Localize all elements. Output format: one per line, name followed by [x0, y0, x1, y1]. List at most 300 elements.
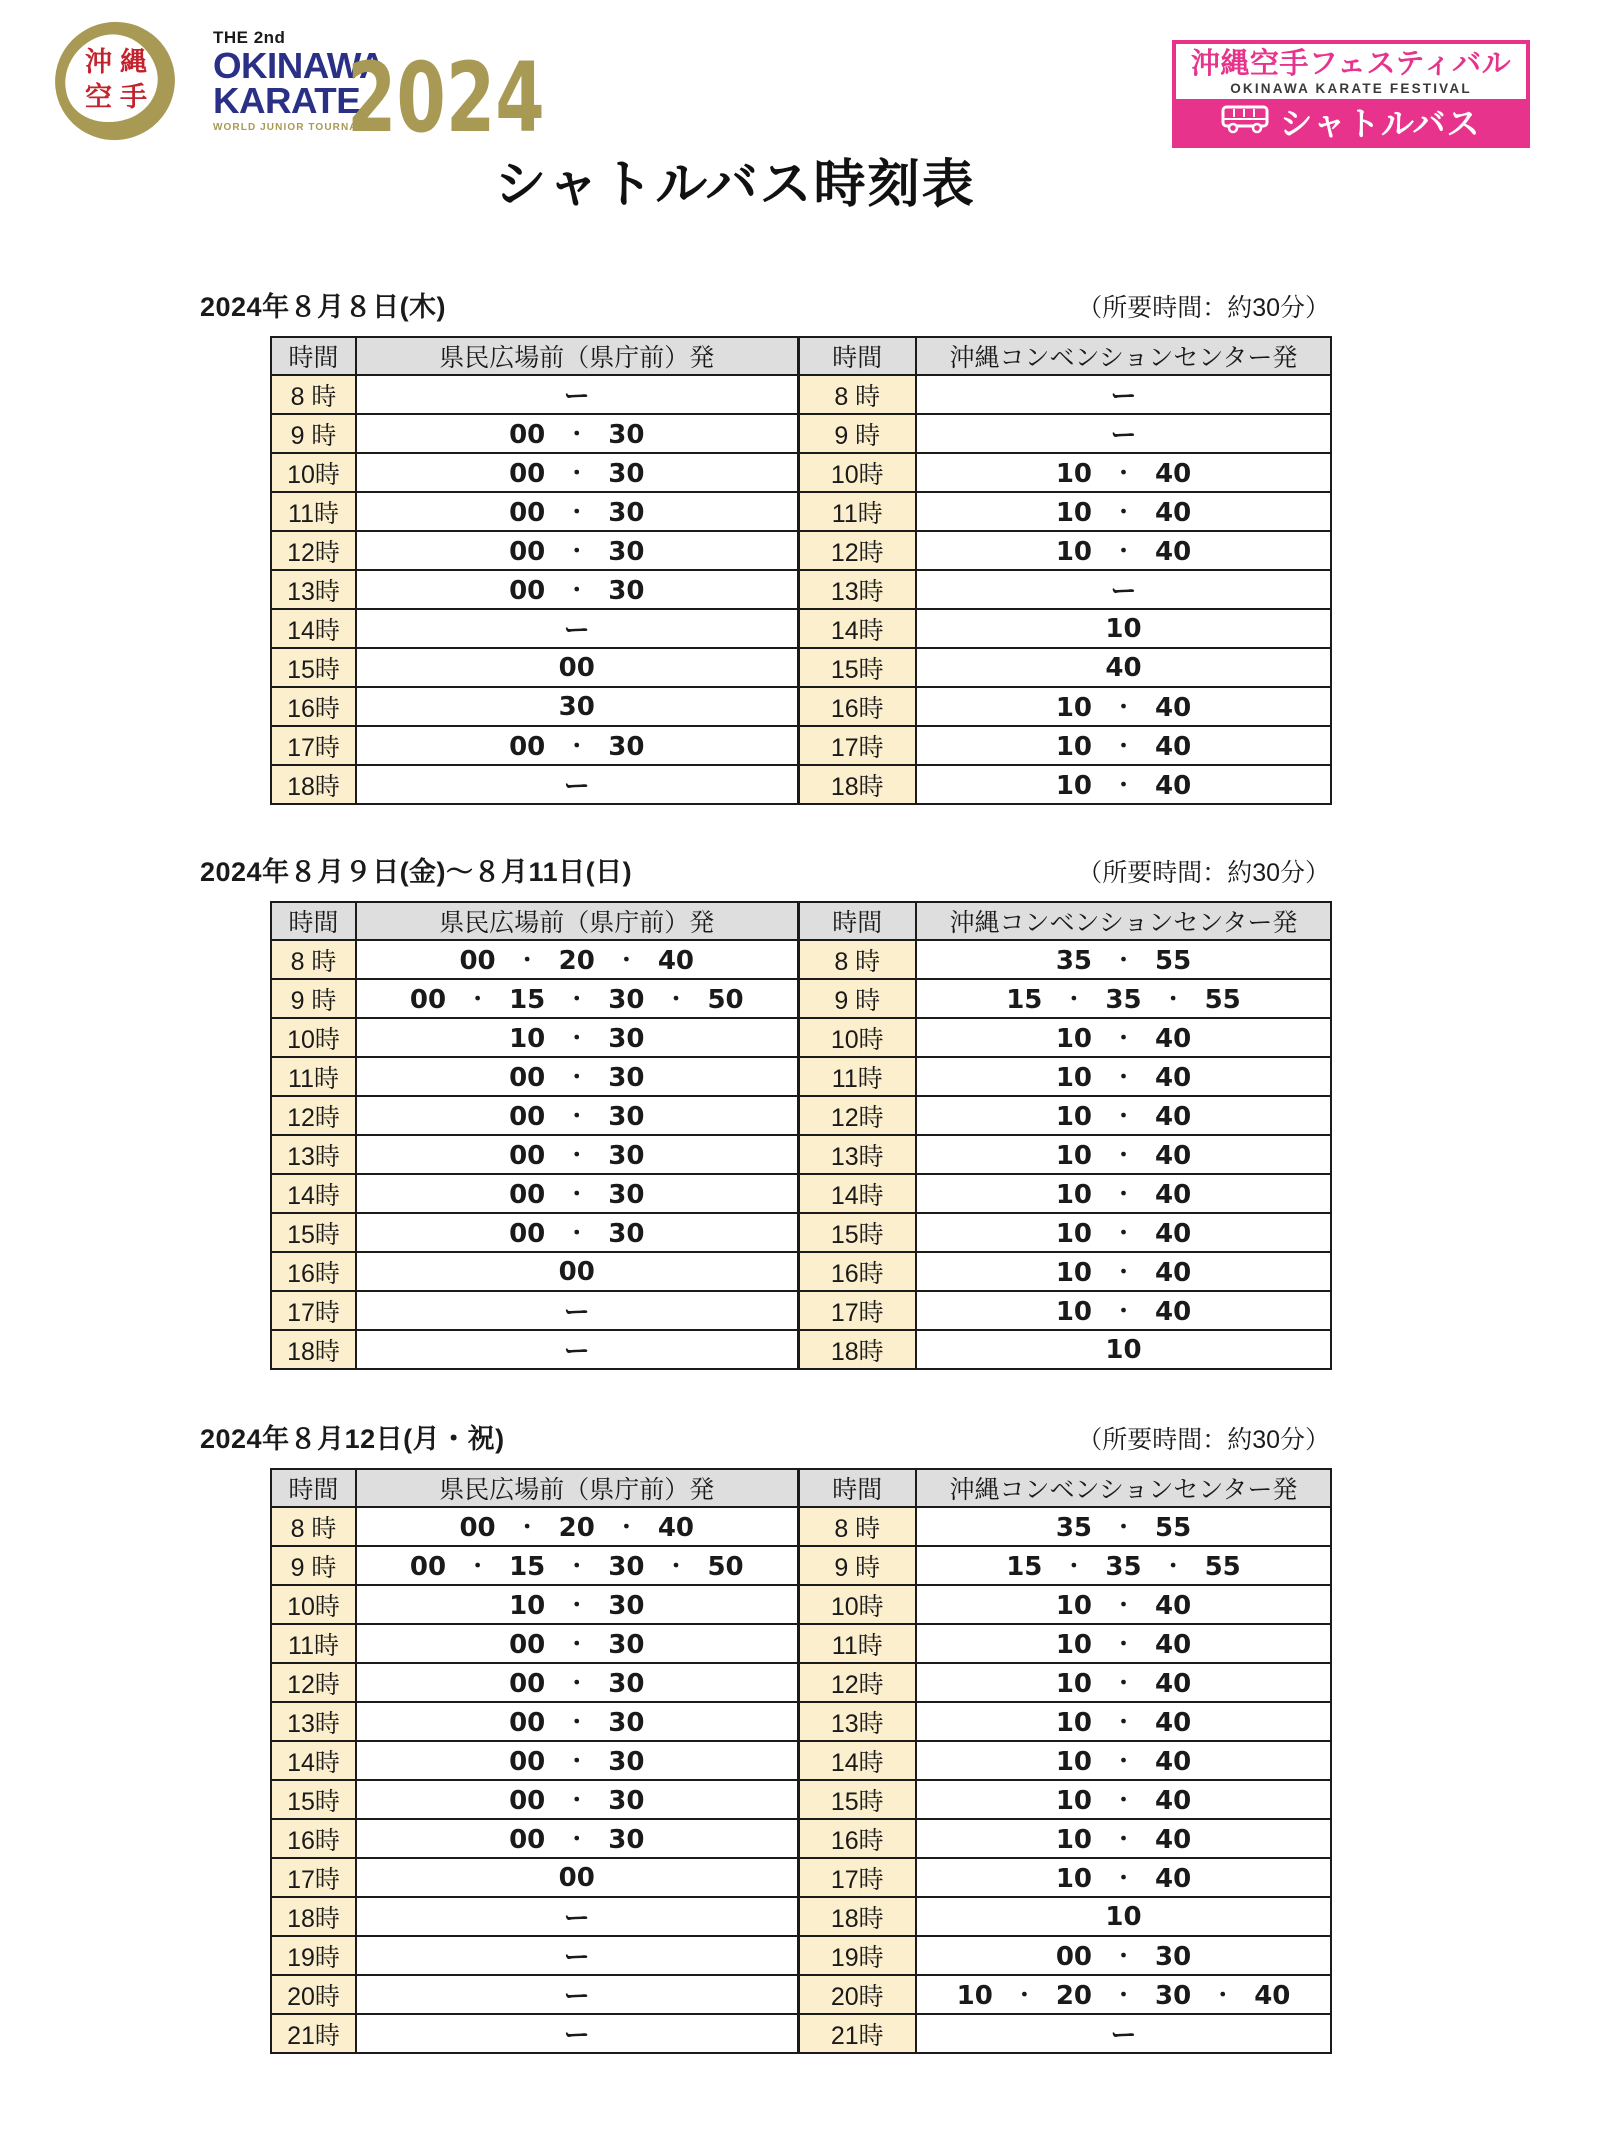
separator-dot: ・	[1113, 1182, 1134, 1206]
hour-cell: 12時	[798, 531, 916, 570]
separator-dot: ・	[566, 1104, 588, 1128]
no-service-dash: ー	[563, 381, 590, 411]
minute-value: 10	[1055, 1590, 1092, 1621]
separator-dot: ・	[1113, 1221, 1134, 1245]
timetable-aug9-11	[270, 901, 1332, 1370]
minute-value: 10	[1055, 770, 1092, 801]
title-row	[0, 142, 1600, 217]
hour-cell: 13時	[271, 1135, 356, 1174]
hour-cell: 9 時	[271, 414, 356, 453]
minute-value: 10	[1055, 1257, 1092, 1288]
separator-dot: ・	[1113, 1671, 1134, 1695]
hour-cell: 14時	[798, 1741, 916, 1780]
hour-cell: 9 時	[271, 979, 356, 1018]
timetable-body	[271, 1507, 1331, 2053]
hour-cell: 10時	[271, 1018, 356, 1057]
minute-value: 30	[1155, 1980, 1192, 2011]
hour-cell: 20時	[798, 1975, 916, 2014]
minute-value: 00	[509, 1179, 546, 1210]
departure-times-cell	[356, 1057, 798, 1096]
separator-dot: ・	[1113, 1104, 1134, 1128]
minute-value: 40	[1155, 1746, 1192, 1777]
departure-times-cell	[356, 609, 798, 648]
separator-dot: ・	[1113, 1593, 1134, 1617]
minute-value: 00	[509, 1629, 546, 1660]
departure-times-cell	[916, 726, 1331, 765]
minute-value: 30	[608, 1218, 645, 1249]
hour-cell: 8 時	[271, 1507, 356, 1546]
separator-dot: ・	[665, 987, 687, 1011]
separator-dot: ・	[1113, 773, 1134, 797]
departure-times-cell	[916, 453, 1331, 492]
timetable-row	[271, 1858, 1331, 1897]
minute-value: 00	[509, 575, 546, 606]
col-header-convention-center-dep: 沖縄コンベンションセンター発	[916, 902, 1331, 940]
minute-value: 30	[608, 1101, 645, 1132]
departure-times-cell	[356, 979, 798, 1018]
timetable-aug8	[270, 336, 1332, 805]
minute-value: 40	[1155, 1668, 1192, 1699]
departure-times-cell	[356, 1624, 798, 1663]
separator-dot: ・	[566, 1026, 588, 1050]
separator-dot: ・	[566, 1671, 588, 1695]
timetable-row	[271, 609, 1331, 648]
timetable-row	[271, 1663, 1331, 1702]
departure-times-cell	[916, 414, 1331, 453]
departure-times-cell	[356, 1252, 798, 1291]
col-header-kenmin-hiroba-dep: 県民広場前（県庁前）発	[356, 1469, 798, 1507]
hour-cell: 12時	[798, 1096, 916, 1135]
separator-dot: ・	[1113, 695, 1134, 719]
timetable-header	[271, 902, 1331, 940]
departure-times-cell	[916, 1663, 1331, 1702]
no-service-dash: ー	[1110, 2020, 1137, 2050]
departure-times-cell	[916, 979, 1331, 1018]
timetable-row	[271, 1780, 1331, 1819]
separator-dot: ・	[566, 1788, 588, 1812]
departure-times-cell	[916, 375, 1331, 414]
timetable-row	[271, 492, 1331, 531]
minute-value: 30	[608, 497, 645, 528]
separator-dot: ・	[615, 948, 637, 972]
departure-times-cell	[356, 726, 798, 765]
minute-value: 40	[1155, 458, 1192, 489]
timetable-row	[271, 687, 1331, 726]
minute-value: 40	[1155, 1629, 1192, 1660]
minute-value: 55	[1204, 984, 1241, 1015]
minute-value: 40	[1155, 1218, 1192, 1249]
minute-value: 00	[509, 731, 546, 762]
minute-value: 40	[1155, 1590, 1192, 1621]
departure-times-cell	[356, 1936, 798, 1975]
col-header-convention-center-dep: 沖縄コンベンションセンター発	[916, 1469, 1331, 1507]
page-title: シャトルバス時刻表	[494, 156, 976, 214]
separator-dot: ・	[516, 1515, 538, 1539]
departure-times-cell	[916, 2014, 1331, 2053]
minute-value: 55	[1155, 945, 1192, 976]
hour-cell: 8 時	[798, 940, 916, 979]
minute-value: 10	[1055, 1296, 1092, 1327]
minute-value: 30	[608, 1179, 645, 1210]
hour-cell: 13時	[798, 1135, 916, 1174]
separator-dot: ・	[1113, 948, 1134, 972]
bus-icon	[1221, 104, 1269, 139]
separator-dot: ・	[566, 539, 588, 563]
departure-times-cell	[916, 1507, 1331, 1546]
departure-times-cell	[916, 1585, 1331, 1624]
departure-times-cell	[356, 1663, 798, 1702]
section-caption	[200, 855, 1330, 889]
departure-times-cell	[356, 453, 798, 492]
no-service-dash: ー	[563, 1942, 590, 1972]
minute-value: 15	[1006, 984, 1043, 1015]
no-service-dash: ー	[1110, 420, 1137, 450]
departure-times-cell	[356, 570, 798, 609]
departure-times-cell	[356, 940, 798, 979]
minute-value: 10	[956, 1980, 993, 2011]
timetable-header-row	[271, 902, 1331, 940]
okinawa-karate-kanji	[81, 46, 151, 116]
hour-cell: 13時	[798, 570, 916, 609]
departure-times-cell	[916, 492, 1331, 531]
minute-value: 30	[608, 1551, 645, 1582]
timetable-row	[271, 531, 1331, 570]
minute-value: 00	[509, 1707, 546, 1738]
minute-value: 00	[509, 1746, 546, 1777]
timetable-row	[271, 1702, 1331, 1741]
separator-dot: ・	[566, 1710, 588, 1734]
minute-value: 40	[1155, 731, 1192, 762]
hour-cell: 16時	[271, 1252, 356, 1291]
departure-times-cell	[356, 1213, 798, 1252]
minute-value: 00	[509, 419, 546, 450]
minute-value: 15	[1006, 1551, 1043, 1582]
departure-times-cell	[356, 1174, 798, 1213]
departure-times-cell	[356, 1819, 798, 1858]
minute-value: 00	[509, 1062, 546, 1093]
minute-value: 30	[608, 1023, 645, 1054]
minute-value: 20	[1055, 1980, 1092, 2011]
separator-dot: ・	[1113, 734, 1134, 758]
hour-cell: 15時	[798, 1213, 916, 1252]
minute-value: 00	[509, 1101, 546, 1132]
no-service-dash: ー	[563, 615, 590, 645]
timetable-row	[271, 1135, 1331, 1174]
departure-times-cell	[356, 1780, 798, 1819]
separator-dot: ・	[1113, 500, 1134, 524]
hour-cell: 17時	[798, 726, 916, 765]
separator-dot: ・	[1063, 1554, 1085, 1578]
separator-dot: ・	[566, 1182, 588, 1206]
timetable-row	[271, 1291, 1331, 1330]
festival-title-en: OKINAWA KARATE FESTIVAL	[1230, 81, 1472, 97]
col-header-time: 時間	[798, 337, 916, 375]
hour-cell: 19時	[271, 1936, 356, 1975]
minute-value: 00	[558, 1256, 595, 1287]
minute-value: 30	[608, 1785, 645, 1816]
kanji-char: 空	[85, 82, 112, 112]
minute-value: 30	[1155, 1941, 1192, 1972]
hour-cell: 11時	[798, 1057, 916, 1096]
minute-value: 10	[1055, 1062, 1092, 1093]
separator-dot: ・	[566, 1221, 588, 1245]
minute-value: 00	[459, 1512, 496, 1543]
hour-cell: 18時	[271, 1330, 356, 1369]
minute-value: 35	[1055, 1512, 1092, 1543]
hour-cell: 18時	[798, 1330, 916, 1369]
separator-dot: ・	[566, 1554, 588, 1578]
timetable-header-row	[271, 1469, 1331, 1507]
hour-cell: 20時	[271, 1975, 356, 2014]
departure-times-cell	[356, 414, 798, 453]
minute-value: 10	[1055, 1629, 1092, 1660]
departure-times-cell	[916, 1546, 1331, 1585]
minute-value: 00	[409, 984, 447, 1015]
minute-value: 40	[1155, 497, 1192, 528]
minute-value: 10	[1055, 1668, 1092, 1699]
separator-dot: ・	[1113, 1944, 1134, 1968]
kanji-char: 沖	[85, 47, 112, 77]
minute-value: 00	[409, 1551, 447, 1582]
separator-dot: ・	[665, 1554, 687, 1578]
minute-value: 30	[608, 419, 645, 450]
minute-value: 30	[608, 984, 645, 1015]
hour-cell: 14時	[798, 609, 916, 648]
departure-times-cell	[916, 648, 1331, 687]
minute-value: 10	[1105, 1334, 1142, 1365]
hour-cell: 11時	[271, 1057, 356, 1096]
separator-dot: ・	[1113, 1143, 1134, 1167]
separator-dot: ・	[566, 1827, 588, 1851]
departure-times-cell	[916, 570, 1331, 609]
separator-dot: ・	[1063, 987, 1085, 1011]
timetable-aug12	[270, 1468, 1332, 2054]
timetable-row	[271, 1330, 1331, 1369]
minute-value: 35	[1105, 1551, 1142, 1582]
col-header-time: 時間	[271, 1469, 356, 1507]
departure-times-cell	[916, 1819, 1331, 1858]
col-header-kenmin-hiroba-dep: 県民広場前（県庁前）発	[356, 902, 798, 940]
section-caption	[200, 290, 1330, 324]
separator-dot: ・	[1212, 1983, 1234, 2007]
separator-dot: ・	[1113, 1749, 1134, 1773]
separator-dot: ・	[1113, 1866, 1134, 1890]
departure-times-cell	[916, 1741, 1331, 1780]
hour-cell: 15時	[271, 1780, 356, 1819]
minute-value: 40	[1155, 1140, 1192, 1171]
timetable-row	[271, 648, 1331, 687]
minute-value: 30	[608, 1062, 645, 1093]
minute-value: 30	[608, 1590, 645, 1621]
departure-times-cell	[916, 1213, 1331, 1252]
hour-cell: 10時	[798, 453, 916, 492]
minute-value: 10	[1055, 692, 1092, 723]
no-service-dash: ー	[563, 1981, 590, 2011]
minute-value: 30	[558, 691, 595, 722]
minute-value: 40	[1155, 1062, 1192, 1093]
minute-value: 10	[1055, 1101, 1092, 1132]
duration-note: （所要時間：約30分）	[1077, 1426, 1330, 1454]
departure-times-cell	[916, 1252, 1331, 1291]
section-caption	[200, 1422, 1330, 1456]
minute-value: 10	[1055, 458, 1092, 489]
hour-cell: 18時	[271, 765, 356, 804]
minute-value: 10	[1055, 1179, 1092, 1210]
hour-cell: 10時	[798, 1585, 916, 1624]
minute-value: 40	[1155, 1101, 1192, 1132]
festival-title-jp: 沖縄空手フェスティバル	[1190, 48, 1512, 80]
minute-value: 55	[1155, 1512, 1192, 1543]
hour-cell: 13時	[271, 1702, 356, 1741]
duration-note: （所要時間：約30分）	[1077, 294, 1330, 322]
separator-dot: ・	[1013, 1983, 1035, 2007]
minute-value: 15	[509, 984, 546, 1015]
separator-dot: ・	[1113, 1788, 1134, 1812]
hour-cell: 21時	[271, 2014, 356, 2053]
minute-value: 10	[1105, 613, 1142, 644]
hour-cell: 11時	[798, 1624, 916, 1663]
departure-times-cell	[356, 492, 798, 531]
minute-value: 30	[608, 536, 645, 567]
minute-value: 00	[1055, 1941, 1092, 1972]
date-caption: 2024年８月12日(月・祝)	[200, 1424, 505, 1454]
minute-value: 00	[509, 497, 546, 528]
separator-dot: ・	[566, 461, 588, 485]
timetable-row	[271, 726, 1331, 765]
timetable-header	[271, 1469, 1331, 1507]
separator-dot: ・	[1113, 1515, 1134, 1539]
departure-times-cell	[356, 375, 798, 414]
minute-value: 00	[558, 652, 595, 683]
minute-value: 40	[657, 945, 695, 976]
hour-cell: 10時	[798, 1018, 916, 1057]
separator-dot: ・	[1113, 1827, 1134, 1851]
minute-value: 40	[1155, 1785, 1192, 1816]
minute-value: 30	[608, 1668, 645, 1699]
hour-cell: 10時	[271, 453, 356, 492]
minute-value: 40	[1105, 652, 1142, 683]
hour-cell: 21時	[798, 2014, 916, 2053]
hour-cell: 17時	[271, 1858, 356, 1897]
hour-cell: 17時	[798, 1858, 916, 1897]
col-header-time: 時間	[271, 337, 356, 375]
hour-cell: 15時	[798, 1780, 916, 1819]
minute-value: 40	[1155, 1179, 1192, 1210]
hour-cell: 14時	[271, 1741, 356, 1780]
departure-times-cell	[356, 1291, 798, 1330]
separator-dot: ・	[566, 500, 588, 524]
hour-cell: 10時	[271, 1585, 356, 1624]
departure-times-cell	[916, 1057, 1331, 1096]
separator-dot: ・	[566, 1143, 588, 1167]
departure-times-cell	[916, 1291, 1331, 1330]
page-header	[0, 0, 1600, 218]
hour-cell: 13時	[798, 1702, 916, 1741]
timetable-row	[271, 1018, 1331, 1057]
minute-value: 30	[608, 1629, 645, 1660]
departure-times-cell	[356, 1330, 798, 1369]
timetable-row	[271, 453, 1331, 492]
hour-cell: 17時	[271, 1291, 356, 1330]
logo-edition-label: THE 2nd	[213, 28, 286, 47]
separator-dot: ・	[615, 1515, 637, 1539]
separator-dot: ・	[566, 578, 588, 602]
no-service-dash: ー	[563, 771, 590, 801]
hour-cell: 15時	[798, 648, 916, 687]
minute-value: 10	[1055, 1746, 1092, 1777]
departure-times-cell	[356, 687, 798, 726]
timetable-row	[271, 375, 1331, 414]
hour-cell: 17時	[271, 726, 356, 765]
timetable-row	[271, 1174, 1331, 1213]
hour-cell: 11時	[798, 492, 916, 531]
minute-value: 00	[509, 1218, 546, 1249]
minute-value: 30	[608, 1707, 645, 1738]
minute-value: 30	[608, 458, 645, 489]
departure-times-cell	[356, 531, 798, 570]
logo-okinawa-label: OKINAWA	[213, 45, 385, 86]
hour-cell: 16時	[271, 1819, 356, 1858]
timetable-row	[271, 414, 1331, 453]
timetable-header	[271, 337, 1331, 375]
departure-times-cell	[916, 940, 1331, 979]
hour-cell: 18時	[798, 765, 916, 804]
hour-cell: 11時	[271, 492, 356, 531]
minute-value: 35	[1055, 945, 1092, 976]
minute-value: 00	[509, 1668, 546, 1699]
kanji-char: 縄	[120, 47, 147, 77]
minute-value: 30	[608, 1140, 645, 1171]
timetable-row	[271, 1507, 1331, 1546]
minute-value: 40	[1254, 1980, 1291, 2011]
hour-cell: 12時	[271, 1096, 356, 1135]
timetable-row	[271, 2014, 1331, 2053]
minute-value: 40	[1155, 692, 1192, 723]
separator-dot: ・	[566, 1065, 588, 1089]
minute-value: 30	[608, 575, 645, 606]
minute-value: 40	[1155, 770, 1192, 801]
minute-value: 00	[558, 1862, 595, 1893]
hour-cell: 8 時	[798, 1507, 916, 1546]
timetable-row	[271, 570, 1331, 609]
hour-cell: 16時	[798, 1819, 916, 1858]
minute-value: 10	[509, 1590, 546, 1621]
minute-value: 40	[1155, 1707, 1192, 1738]
hour-cell: 12時	[798, 1663, 916, 1702]
departure-times-cell	[916, 1135, 1331, 1174]
timetable-row	[271, 1213, 1331, 1252]
hour-cell: 9 時	[798, 1546, 916, 1585]
minute-value: 20	[558, 945, 595, 976]
col-header-convention-center-dep: 沖縄コンベンションセンター発	[916, 337, 1331, 375]
timetable-row	[271, 1585, 1331, 1624]
timetable-row	[271, 1096, 1331, 1135]
minute-value: 50	[707, 984, 744, 1015]
no-service-dash: ー	[563, 2020, 590, 2050]
minute-value: 15	[509, 1551, 546, 1582]
hour-cell: 16時	[798, 1252, 916, 1291]
no-service-dash: ー	[1110, 576, 1137, 606]
minute-value: 40	[1155, 1824, 1192, 1855]
kanji-char: 手	[120, 82, 147, 112]
departure-times-cell	[916, 1174, 1331, 1213]
shuttle-bus-band	[1176, 99, 1526, 144]
minute-value: 40	[657, 1512, 695, 1543]
hour-cell: 15時	[271, 648, 356, 687]
departure-times-cell	[916, 1096, 1331, 1135]
separator-dot: ・	[1113, 1299, 1134, 1323]
col-header-time: 時間	[271, 902, 356, 940]
